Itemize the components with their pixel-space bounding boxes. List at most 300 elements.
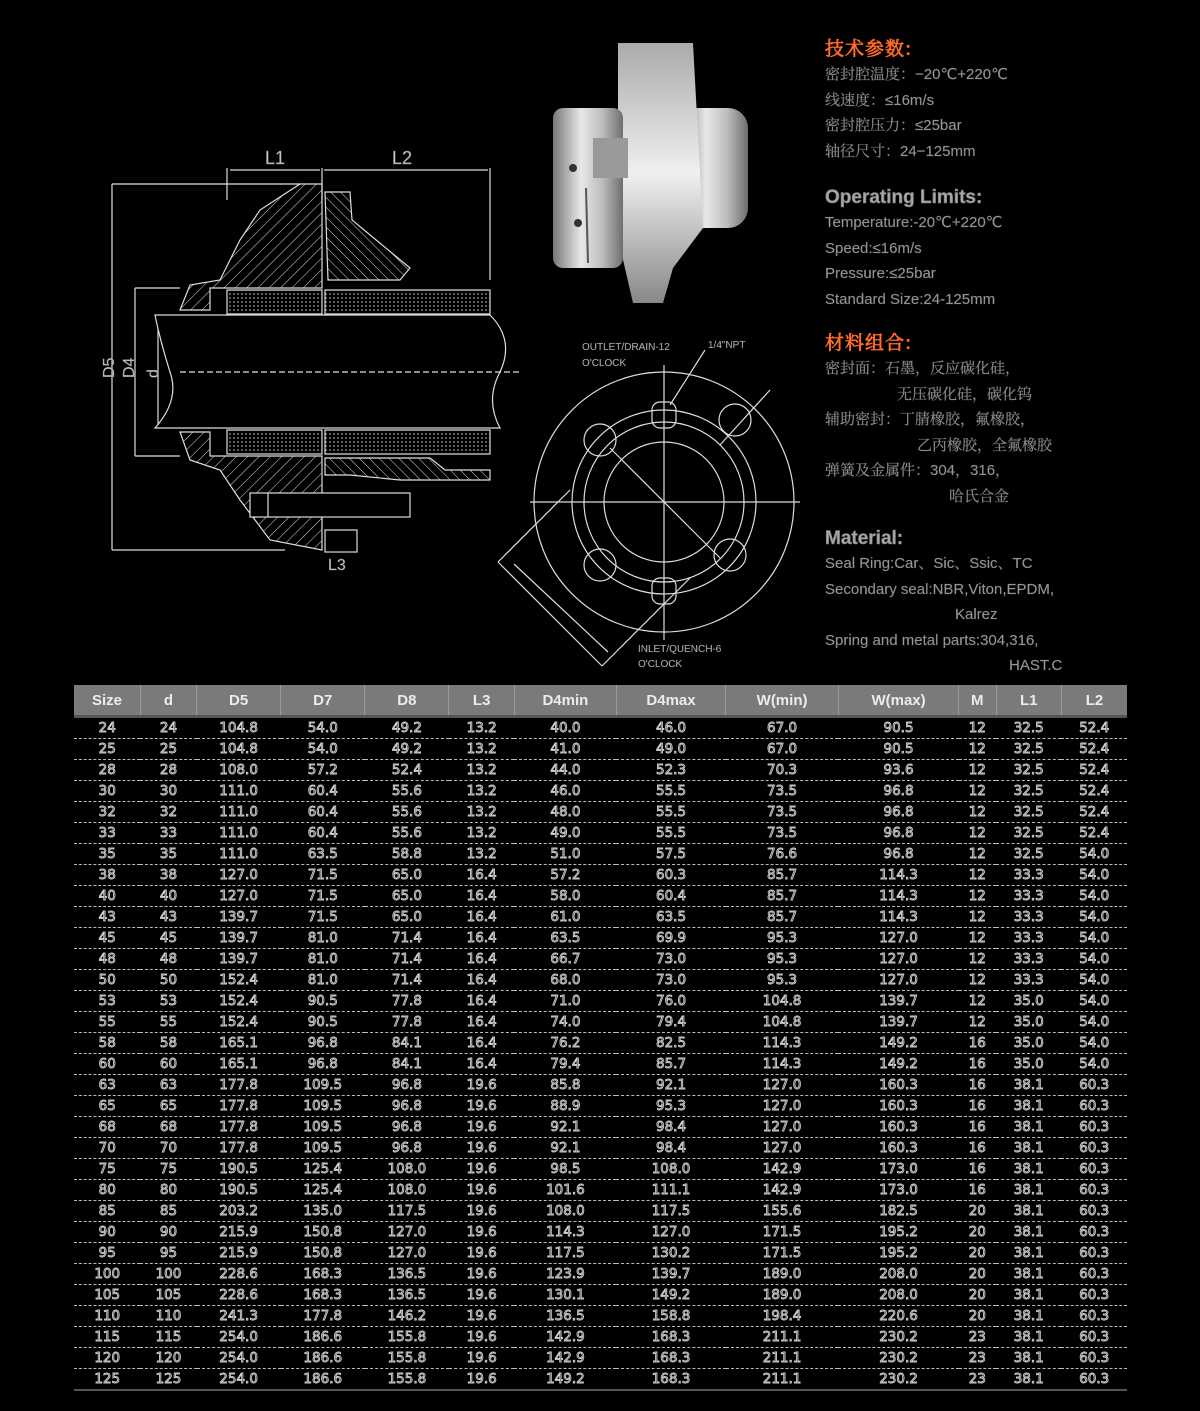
- table-cell: 81.0: [281, 970, 365, 991]
- table-cell: 60.3: [1061, 1243, 1127, 1264]
- table-cell: 55: [140, 1012, 196, 1033]
- table-cell: 95.3: [726, 949, 839, 970]
- table-cell: 32: [140, 802, 196, 823]
- table-cell: 52.4: [1061, 760, 1127, 781]
- table-cell: 139.7: [197, 949, 281, 970]
- table-cell: 38.1: [996, 1096, 1061, 1117]
- table-cell: 35.0: [996, 991, 1061, 1012]
- table-cell: 30: [74, 781, 140, 802]
- table-cell: 57.2: [514, 865, 616, 886]
- spec-cn-heading: 技术参数:: [825, 39, 913, 60]
- dim-label-l1: L1: [265, 148, 286, 168]
- table-row: [74, 1075, 1127, 1096]
- table-cell: 82.5: [616, 1033, 725, 1054]
- table-row: [74, 1243, 1127, 1264]
- table-cell: 60.3: [1061, 1117, 1127, 1138]
- table-cell: 12: [959, 949, 996, 970]
- dim-label-d4: D4: [121, 357, 138, 378]
- table-cell: 38.1: [996, 1159, 1061, 1180]
- table-cell: 60.3: [1061, 1180, 1127, 1201]
- table-cell: 76.0: [616, 991, 725, 1012]
- table-cell: 160.3: [838, 1075, 958, 1096]
- table-cell: 60.4: [616, 886, 725, 907]
- table-cell: 177.8: [197, 1096, 281, 1117]
- column-header: D5: [197, 685, 281, 717]
- materials-cn-line: 辅助密封：丁腈橡胶，氟橡胶，: [825, 411, 1036, 428]
- table-cell: 80: [140, 1180, 196, 1201]
- table-cell: 38: [140, 865, 196, 886]
- table-cell: 66.7: [514, 949, 616, 970]
- table-cell: 40.0: [514, 717, 616, 739]
- table-cell: 195.2: [838, 1222, 958, 1243]
- table-row: [74, 1222, 1127, 1243]
- table-cell: 38.1: [996, 1180, 1061, 1201]
- table-cell: 92.1: [514, 1138, 616, 1159]
- table-cell: 53: [140, 991, 196, 1012]
- table-cell: 65: [140, 1096, 196, 1117]
- table-cell: 38.1: [996, 1243, 1061, 1264]
- table-cell: 32: [74, 802, 140, 823]
- table-row: [74, 1348, 1127, 1369]
- table-cell: 76.2: [514, 1033, 616, 1054]
- table-cell: 52.4: [1061, 823, 1127, 844]
- table-cell: 40: [74, 886, 140, 907]
- table-cell: 230.2: [838, 1327, 958, 1348]
- table-cell: 71.5: [281, 865, 365, 886]
- table-cell: 46.0: [616, 717, 725, 739]
- table-cell: 52.4: [365, 760, 449, 781]
- table-cell: 111.0: [197, 823, 281, 844]
- table-row: [74, 760, 1127, 781]
- table-cell: 85: [74, 1201, 140, 1222]
- table-cell: 104.8: [197, 717, 281, 739]
- table-cell: 101.6: [514, 1180, 616, 1201]
- table-cell: 152.4: [197, 991, 281, 1012]
- table-cell: 55.6: [365, 802, 449, 823]
- table-cell: 25: [140, 739, 196, 760]
- table-cell: 33.3: [996, 970, 1061, 991]
- table-cell: 32.5: [996, 844, 1061, 865]
- table-cell: 52.4: [1061, 739, 1127, 760]
- table-cell: 16.4: [449, 865, 514, 886]
- table-cell: 23: [959, 1348, 996, 1369]
- table-cell: 60.3: [1061, 1285, 1127, 1306]
- table-cell: 149.2: [514, 1369, 616, 1391]
- table-cell: 16.4: [449, 1012, 514, 1033]
- table-cell: 19.6: [449, 1180, 514, 1201]
- table-cell: 19.6: [449, 1138, 514, 1159]
- table-cell: 120: [74, 1348, 140, 1369]
- table-row: [74, 865, 1127, 886]
- table-cell: 108.0: [616, 1159, 725, 1180]
- table-cell: 49.2: [365, 717, 449, 739]
- table-cell: 28: [140, 760, 196, 781]
- table-cell: 38.1: [996, 1348, 1061, 1369]
- table-cell: 67.0: [726, 739, 839, 760]
- table-cell: 71.4: [365, 928, 449, 949]
- table-cell: 32.5: [996, 781, 1061, 802]
- table-cell: 114.3: [838, 865, 958, 886]
- table-cell: 20: [959, 1285, 996, 1306]
- seal-cross-section-drawing: [100, 140, 520, 580]
- table-cell: 16: [959, 1180, 996, 1201]
- table-cell: 115: [140, 1327, 196, 1348]
- table-cell: 12: [959, 970, 996, 991]
- table-cell: 19.6: [449, 1306, 514, 1327]
- materials-en-block: [825, 527, 1195, 679]
- column-header: L1: [996, 685, 1061, 717]
- table-cell: 117.5: [616, 1201, 725, 1222]
- table-row: [74, 823, 1127, 844]
- table-cell: 98.5: [514, 1159, 616, 1180]
- table-cell: 52.4: [1061, 781, 1127, 802]
- table-cell: 123.9: [514, 1264, 616, 1285]
- table-cell: 171.5: [726, 1243, 839, 1264]
- table-cell: 70.3: [726, 760, 839, 781]
- table-cell: 130.2: [616, 1243, 725, 1264]
- table-cell: 177.8: [197, 1075, 281, 1096]
- table-cell: 55.6: [365, 781, 449, 802]
- table-cell: 96.8: [838, 802, 958, 823]
- table-cell: 23: [959, 1327, 996, 1348]
- npt-label: 1/4"NPT: [708, 340, 746, 351]
- table-cell: 48: [74, 949, 140, 970]
- table-cell: 125.4: [281, 1159, 365, 1180]
- table-cell: 146.2: [365, 1306, 449, 1327]
- table-cell: 12: [959, 886, 996, 907]
- table-cell: 48.0: [514, 802, 616, 823]
- table-cell: 58: [74, 1033, 140, 1054]
- table-cell: 139.7: [197, 907, 281, 928]
- table-cell: 54.0: [281, 717, 365, 739]
- table-cell: 19.6: [449, 1243, 514, 1264]
- table-cell: 60: [74, 1054, 140, 1075]
- table-cell: 60.3: [1061, 1075, 1127, 1096]
- column-header: M: [959, 685, 996, 717]
- table-cell: 38.1: [996, 1285, 1061, 1306]
- table-cell: 127.0: [616, 1222, 725, 1243]
- table-cell: 80: [74, 1180, 140, 1201]
- column-header: L3: [449, 685, 514, 717]
- table-cell: 215.9: [197, 1243, 281, 1264]
- table-cell: 19.6: [449, 1096, 514, 1117]
- table-cell: 68.0: [514, 970, 616, 991]
- table-cell: 54.0: [1061, 970, 1127, 991]
- table-cell: 130.1: [514, 1285, 616, 1306]
- table-cell: 95: [74, 1243, 140, 1264]
- table-cell: 60.3: [1061, 1201, 1127, 1222]
- table-cell: 100: [74, 1264, 140, 1285]
- table-cell: 32.5: [996, 717, 1061, 739]
- table-cell: 120: [140, 1348, 196, 1369]
- table-cell: 152.4: [197, 1012, 281, 1033]
- table-cell: 98.4: [616, 1117, 725, 1138]
- dim-label-l3: L3: [328, 557, 346, 574]
- table-cell: 16.4: [449, 886, 514, 907]
- table-cell: 63: [74, 1075, 140, 1096]
- table-cell: 73.0: [616, 949, 725, 970]
- table-row: [74, 1096, 1127, 1117]
- table-cell: 60.3: [1061, 1096, 1127, 1117]
- column-header: D7: [281, 685, 365, 717]
- table-cell: 68: [74, 1117, 140, 1138]
- table-cell: 73.5: [726, 781, 839, 802]
- table-cell: 115: [74, 1327, 140, 1348]
- table-cell: 16.4: [449, 1033, 514, 1054]
- table-cell: 155.8: [365, 1327, 449, 1348]
- table-cell: 58.0: [514, 886, 616, 907]
- table-cell: 211.1: [726, 1348, 839, 1369]
- table-cell: 90.5: [281, 991, 365, 1012]
- table-cell: 12: [959, 760, 996, 781]
- table-row: [74, 1327, 1127, 1348]
- table-cell: 65.0: [365, 865, 449, 886]
- table-cell: 53: [74, 991, 140, 1012]
- table-row: [74, 739, 1127, 760]
- column-header: L2: [1061, 685, 1127, 717]
- table-cell: 215.9: [197, 1222, 281, 1243]
- table-cell: 135.0: [281, 1201, 365, 1222]
- table-cell: 60.4: [281, 802, 365, 823]
- table-cell: 63.5: [281, 844, 365, 865]
- table-cell: 60.3: [1061, 1369, 1127, 1391]
- table-cell: 19.6: [449, 1201, 514, 1222]
- table-cell: 33.3: [996, 865, 1061, 886]
- table-cell: 208.0: [838, 1285, 958, 1306]
- table-cell: 71.4: [365, 970, 449, 991]
- table-cell: 108.0: [197, 760, 281, 781]
- table-cell: 65.0: [365, 886, 449, 907]
- table-row: [74, 1012, 1127, 1033]
- table-cell: 60.4: [281, 781, 365, 802]
- table-cell: 114.3: [726, 1054, 839, 1075]
- table-cell: 63.5: [514, 928, 616, 949]
- table-row: [74, 1138, 1127, 1159]
- table-row: [74, 1117, 1127, 1138]
- table-cell: 114.3: [838, 907, 958, 928]
- table-cell: 16: [959, 1075, 996, 1096]
- product-photo: [548, 38, 748, 308]
- table-cell: 38: [74, 865, 140, 886]
- table-cell: 211.1: [726, 1327, 839, 1348]
- table-cell: 254.0: [197, 1327, 281, 1348]
- table-cell: 125: [74, 1369, 140, 1391]
- table-cell: 70: [74, 1138, 140, 1159]
- spec-en-line: Temperature:-20℃+220℃: [825, 214, 1003, 231]
- table-cell: 228.6: [197, 1285, 281, 1306]
- table-cell: 117.5: [514, 1243, 616, 1264]
- materials-cn-heading: 材料组合:: [825, 333, 913, 354]
- table-cell: 50: [74, 970, 140, 991]
- table-cell: 12: [959, 781, 996, 802]
- table-cell: 54.0: [1061, 991, 1127, 1012]
- table-cell: 100: [140, 1264, 196, 1285]
- table-cell: 168.3: [616, 1369, 725, 1391]
- table-cell: 33.3: [996, 886, 1061, 907]
- table-cell: 38.1: [996, 1075, 1061, 1096]
- column-header: Size: [74, 685, 140, 717]
- table-cell: 63.5: [616, 907, 725, 928]
- table-row: [74, 1264, 1127, 1285]
- materials-en-heading: Material:: [825, 528, 904, 549]
- table-cell: 52.4: [1061, 717, 1127, 739]
- table-cell: 19.6: [449, 1369, 514, 1391]
- table-cell: 49.0: [514, 823, 616, 844]
- table-cell: 16.4: [449, 907, 514, 928]
- materials-en-line: HAST.C: [1009, 657, 1063, 674]
- table-cell: 109.5: [281, 1096, 365, 1117]
- table-cell: 24: [140, 717, 196, 739]
- table-cell: 127.0: [197, 886, 281, 907]
- table-cell: 19.6: [449, 1327, 514, 1348]
- table-cell: 211.1: [726, 1369, 839, 1391]
- table-cell: 96.8: [281, 1054, 365, 1075]
- table-cell: 168.3: [616, 1348, 725, 1369]
- table-cell: 50: [140, 970, 196, 991]
- table-cell: 92.1: [514, 1117, 616, 1138]
- table-cell: 195.2: [838, 1243, 958, 1264]
- table-cell: 127.0: [726, 1075, 839, 1096]
- table-cell: 111.0: [197, 781, 281, 802]
- column-header: d: [140, 685, 196, 717]
- table-cell: 32.5: [996, 760, 1061, 781]
- table-cell: 254.0: [197, 1348, 281, 1369]
- table-cell: 139.7: [197, 928, 281, 949]
- table-cell: 70: [140, 1138, 196, 1159]
- table-cell: 114.3: [726, 1033, 839, 1054]
- column-header: W(min): [726, 685, 839, 717]
- table-cell: 60.3: [1061, 1159, 1127, 1180]
- table-cell: 158.8: [616, 1306, 725, 1327]
- table-cell: 58.8: [365, 844, 449, 865]
- table-cell: 111.1: [616, 1180, 725, 1201]
- table-cell: 85.7: [616, 1054, 725, 1075]
- column-header: D4min: [514, 685, 616, 717]
- table-cell: 127.0: [365, 1243, 449, 1264]
- table-cell: 96.8: [838, 823, 958, 844]
- table-cell: 58: [140, 1033, 196, 1054]
- table-cell: 71.5: [281, 886, 365, 907]
- table-cell: 13.2: [449, 781, 514, 802]
- spec-en-line: Pressure:≤25bar: [825, 265, 936, 282]
- table-cell: 220.6: [838, 1306, 958, 1327]
- table-cell: 186.6: [281, 1348, 365, 1369]
- table-cell: 33: [74, 823, 140, 844]
- table-cell: 12: [959, 802, 996, 823]
- table-cell: 177.8: [281, 1306, 365, 1327]
- table-cell: 54.0: [1061, 844, 1127, 865]
- table-cell: 20: [959, 1306, 996, 1327]
- table-cell: 165.1: [197, 1054, 281, 1075]
- table-cell: 33.3: [996, 949, 1061, 970]
- table-row: [74, 970, 1127, 991]
- table-cell: 90.5: [838, 739, 958, 760]
- table-cell: 35: [140, 844, 196, 865]
- table-cell: 98.4: [616, 1138, 725, 1159]
- table-cell: 32.5: [996, 739, 1061, 760]
- inlet-label: INLET/QUENCH-6: [638, 644, 722, 655]
- table-cell: 16.4: [449, 991, 514, 1012]
- table-cell: 149.2: [838, 1054, 958, 1075]
- table-row: [74, 1054, 1127, 1075]
- table-row: [74, 717, 1127, 739]
- table-cell: 208.0: [838, 1264, 958, 1285]
- table-cell: 75: [140, 1159, 196, 1180]
- materials-cn-line: 无压碳化硅，碳化钨: [897, 385, 1033, 403]
- table-cell: 152.4: [197, 970, 281, 991]
- table-cell: 16: [959, 1033, 996, 1054]
- table-cell: 139.7: [616, 1264, 725, 1285]
- table-cell: 81.0: [281, 928, 365, 949]
- table-cell: 52.4: [1061, 802, 1127, 823]
- table-cell: 60.4: [281, 823, 365, 844]
- table-cell: 12: [959, 717, 996, 739]
- table-row: [74, 886, 1127, 907]
- table-cell: 16: [959, 1096, 996, 1117]
- table-cell: 60.3: [1061, 1306, 1127, 1327]
- table-cell: 30: [140, 781, 196, 802]
- table-cell: 136.5: [514, 1306, 616, 1327]
- table-row: [74, 949, 1127, 970]
- spec-en-heading: Operating Limits:: [825, 187, 983, 208]
- table-cell: 109.5: [281, 1138, 365, 1159]
- spec-en-line: Speed:≤16m/s: [825, 239, 922, 257]
- table-cell: 171.5: [726, 1222, 839, 1243]
- table-cell: 20: [959, 1201, 996, 1222]
- table-cell: 60.3: [616, 865, 725, 886]
- materials-cn-block: [825, 332, 1195, 509]
- table-cell: 16: [959, 1138, 996, 1159]
- table-cell: 54.0: [1061, 1054, 1127, 1075]
- table-cell: 105: [74, 1285, 140, 1306]
- table-cell: 230.2: [838, 1348, 958, 1369]
- table-cell: 168.3: [281, 1264, 365, 1285]
- table-cell: 114.3: [514, 1222, 616, 1243]
- table-cell: 35: [74, 844, 140, 865]
- dim-label-l2: L2: [392, 148, 413, 168]
- table-cell: 52.3: [616, 760, 725, 781]
- table-cell: 142.9: [514, 1327, 616, 1348]
- table-cell: 33.3: [996, 907, 1061, 928]
- table-cell: 38.1: [996, 1369, 1061, 1391]
- table-cell: 44.0: [514, 760, 616, 781]
- table-cell: 65.0: [365, 907, 449, 928]
- table-cell: 32.5: [996, 823, 1061, 844]
- table-row: [74, 991, 1127, 1012]
- table-cell: 203.2: [197, 1201, 281, 1222]
- materials-en-line: Seal Ring:Car、Sic、Ssic、TC: [825, 555, 1033, 572]
- table-cell: 85.7: [726, 907, 839, 928]
- table-cell: 35.0: [996, 1033, 1061, 1054]
- table-cell: 65: [74, 1096, 140, 1117]
- table-cell: 13.2: [449, 760, 514, 781]
- spec-cn-line: 轴径尺寸：24−125mm: [825, 142, 976, 160]
- table-cell: 35.0: [996, 1012, 1061, 1033]
- table-cell: 55.5: [616, 781, 725, 802]
- table-cell: 105: [140, 1285, 196, 1306]
- table-cell: 168.3: [281, 1285, 365, 1306]
- table-cell: 241.3: [197, 1306, 281, 1327]
- table-cell: 19.6: [449, 1348, 514, 1369]
- spec-panel: [825, 38, 1195, 693]
- table-body: [74, 717, 1127, 1391]
- table-cell: 54.0: [1061, 928, 1127, 949]
- table-row: [74, 844, 1127, 865]
- table-cell: 13.2: [449, 802, 514, 823]
- table-cell: 85: [140, 1201, 196, 1222]
- table-cell: 190.5: [197, 1180, 281, 1201]
- table-cell: 69.9: [616, 928, 725, 949]
